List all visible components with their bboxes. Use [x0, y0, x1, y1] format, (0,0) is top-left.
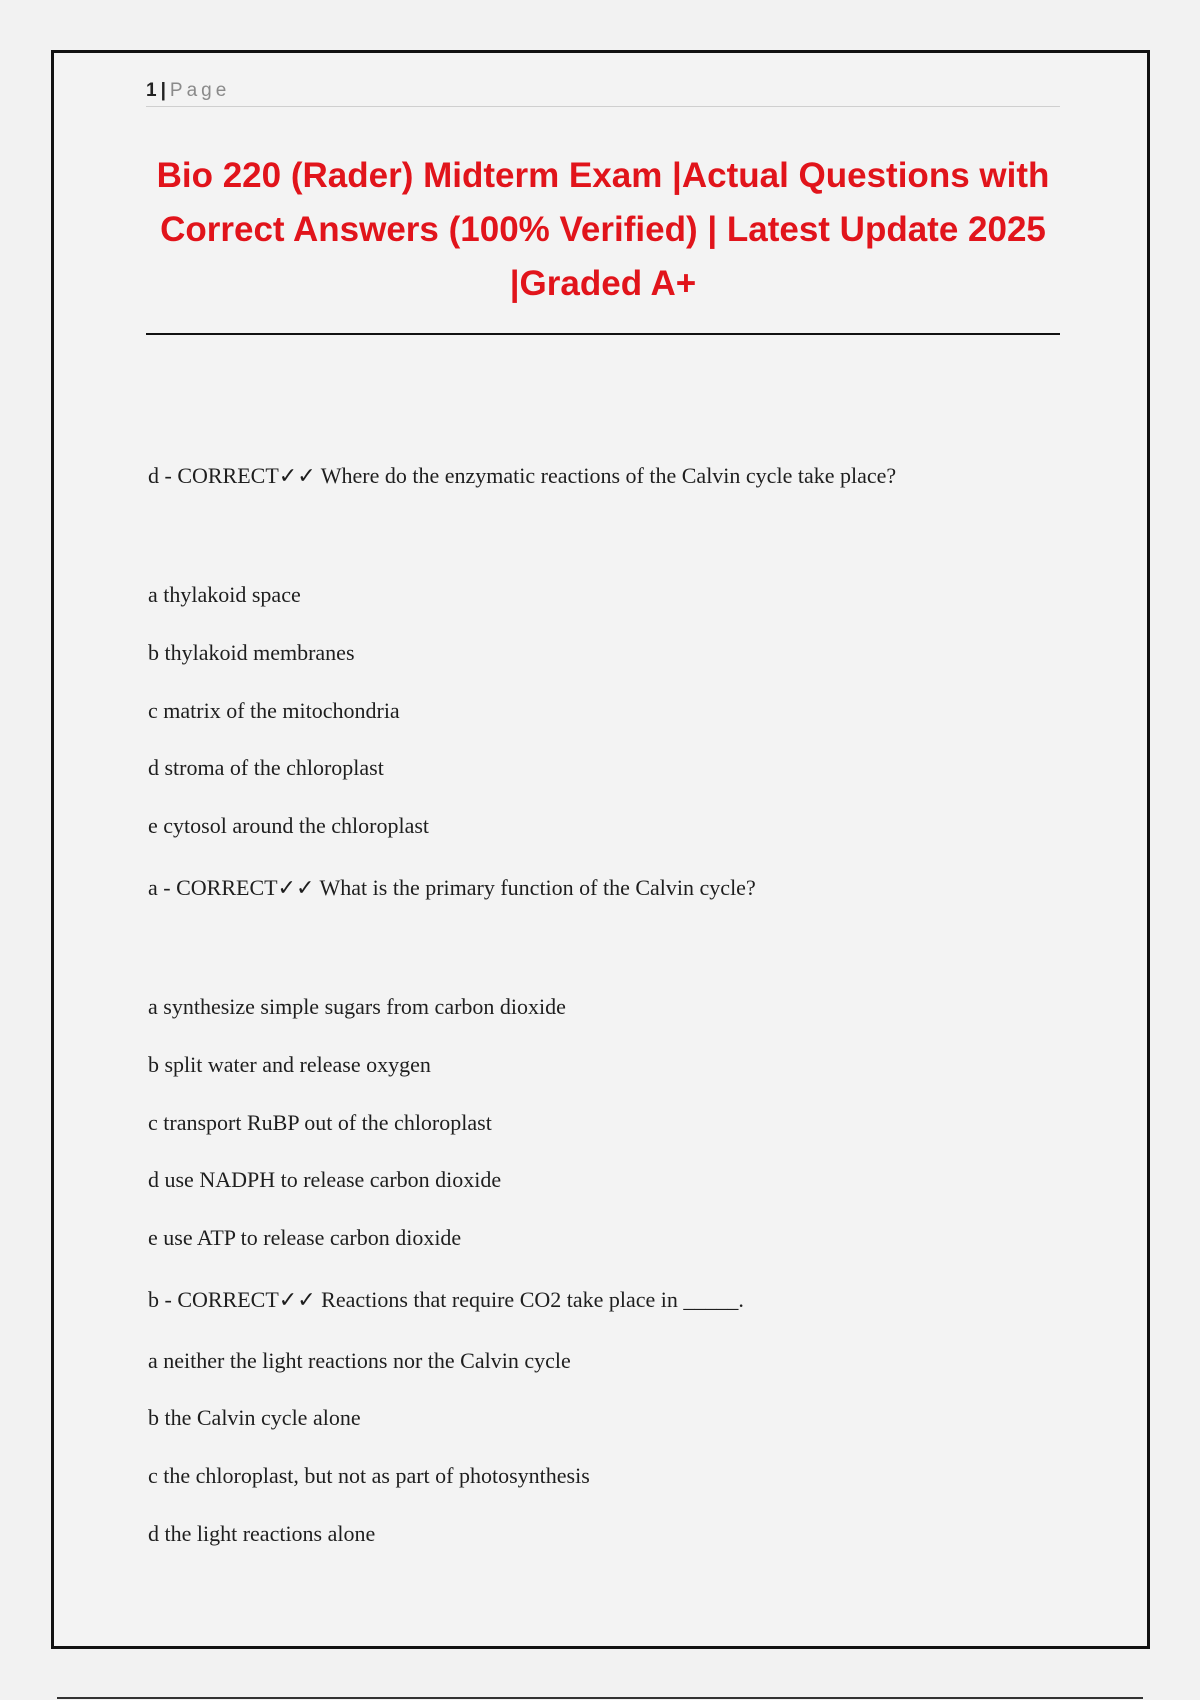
title-divider — [146, 333, 1060, 335]
question-3: b - CORRECT✓✓ Reactions that require CO2 take place in _____. — [148, 1287, 744, 1312]
question-1-option-d: d stroma of the chloroplast — [148, 755, 384, 780]
question-2: a - CORRECT✓✓ What is the primary function of the Calvin cycle? — [148, 875, 756, 900]
question-3-option-b: b the Calvin cycle alone — [148, 1405, 361, 1430]
question-1-option-e: e cytosol around the chloroplast — [148, 813, 430, 838]
page-number: 1 — [146, 80, 157, 101]
document-title: Bio 220 (Rader) Midterm Exam |Actual Questions with Correct Answers (100% Verified) | Latest Update 2025 |Graded A+ — [156, 156, 1050, 303]
question-3-option-c: c the chloroplast, but not as part of photosynthesis — [148, 1463, 590, 1488]
document-page — [51, 50, 1150, 1649]
question-3-option-d: d the light reactions alone — [148, 1521, 376, 1546]
page-header — [146, 75, 1060, 107]
page-label: Page — [169, 80, 231, 101]
question-1-option-c: c matrix of the mitochondria — [148, 698, 400, 723]
question-2-option-d: d use NADPH to release carbon dioxide — [148, 1167, 502, 1192]
question-1-option-b: b thylakoid membranes — [148, 640, 355, 665]
question-1-option-a: a thylakoid space — [148, 582, 301, 607]
question-2-option-b: b split water and release oxygen — [148, 1052, 431, 1077]
question-2-option-e: e use ATP to release carbon dioxide — [148, 1225, 462, 1250]
page-separator: | — [160, 80, 166, 101]
question-1: d - CORRECT✓✓ Where do the enzymatic reactions of the Calvin cycle take place? — [148, 463, 897, 488]
question-2-option-c: c transport RuBP out of the chloroplast — [148, 1110, 492, 1135]
next-page-edge — [57, 1697, 1143, 1699]
question-2-option-a: a synthesize simple sugars from carbon dioxide — [148, 994, 566, 1019]
question-3-option-a: a neither the light reactions nor the Calvin cycle — [148, 1348, 571, 1373]
